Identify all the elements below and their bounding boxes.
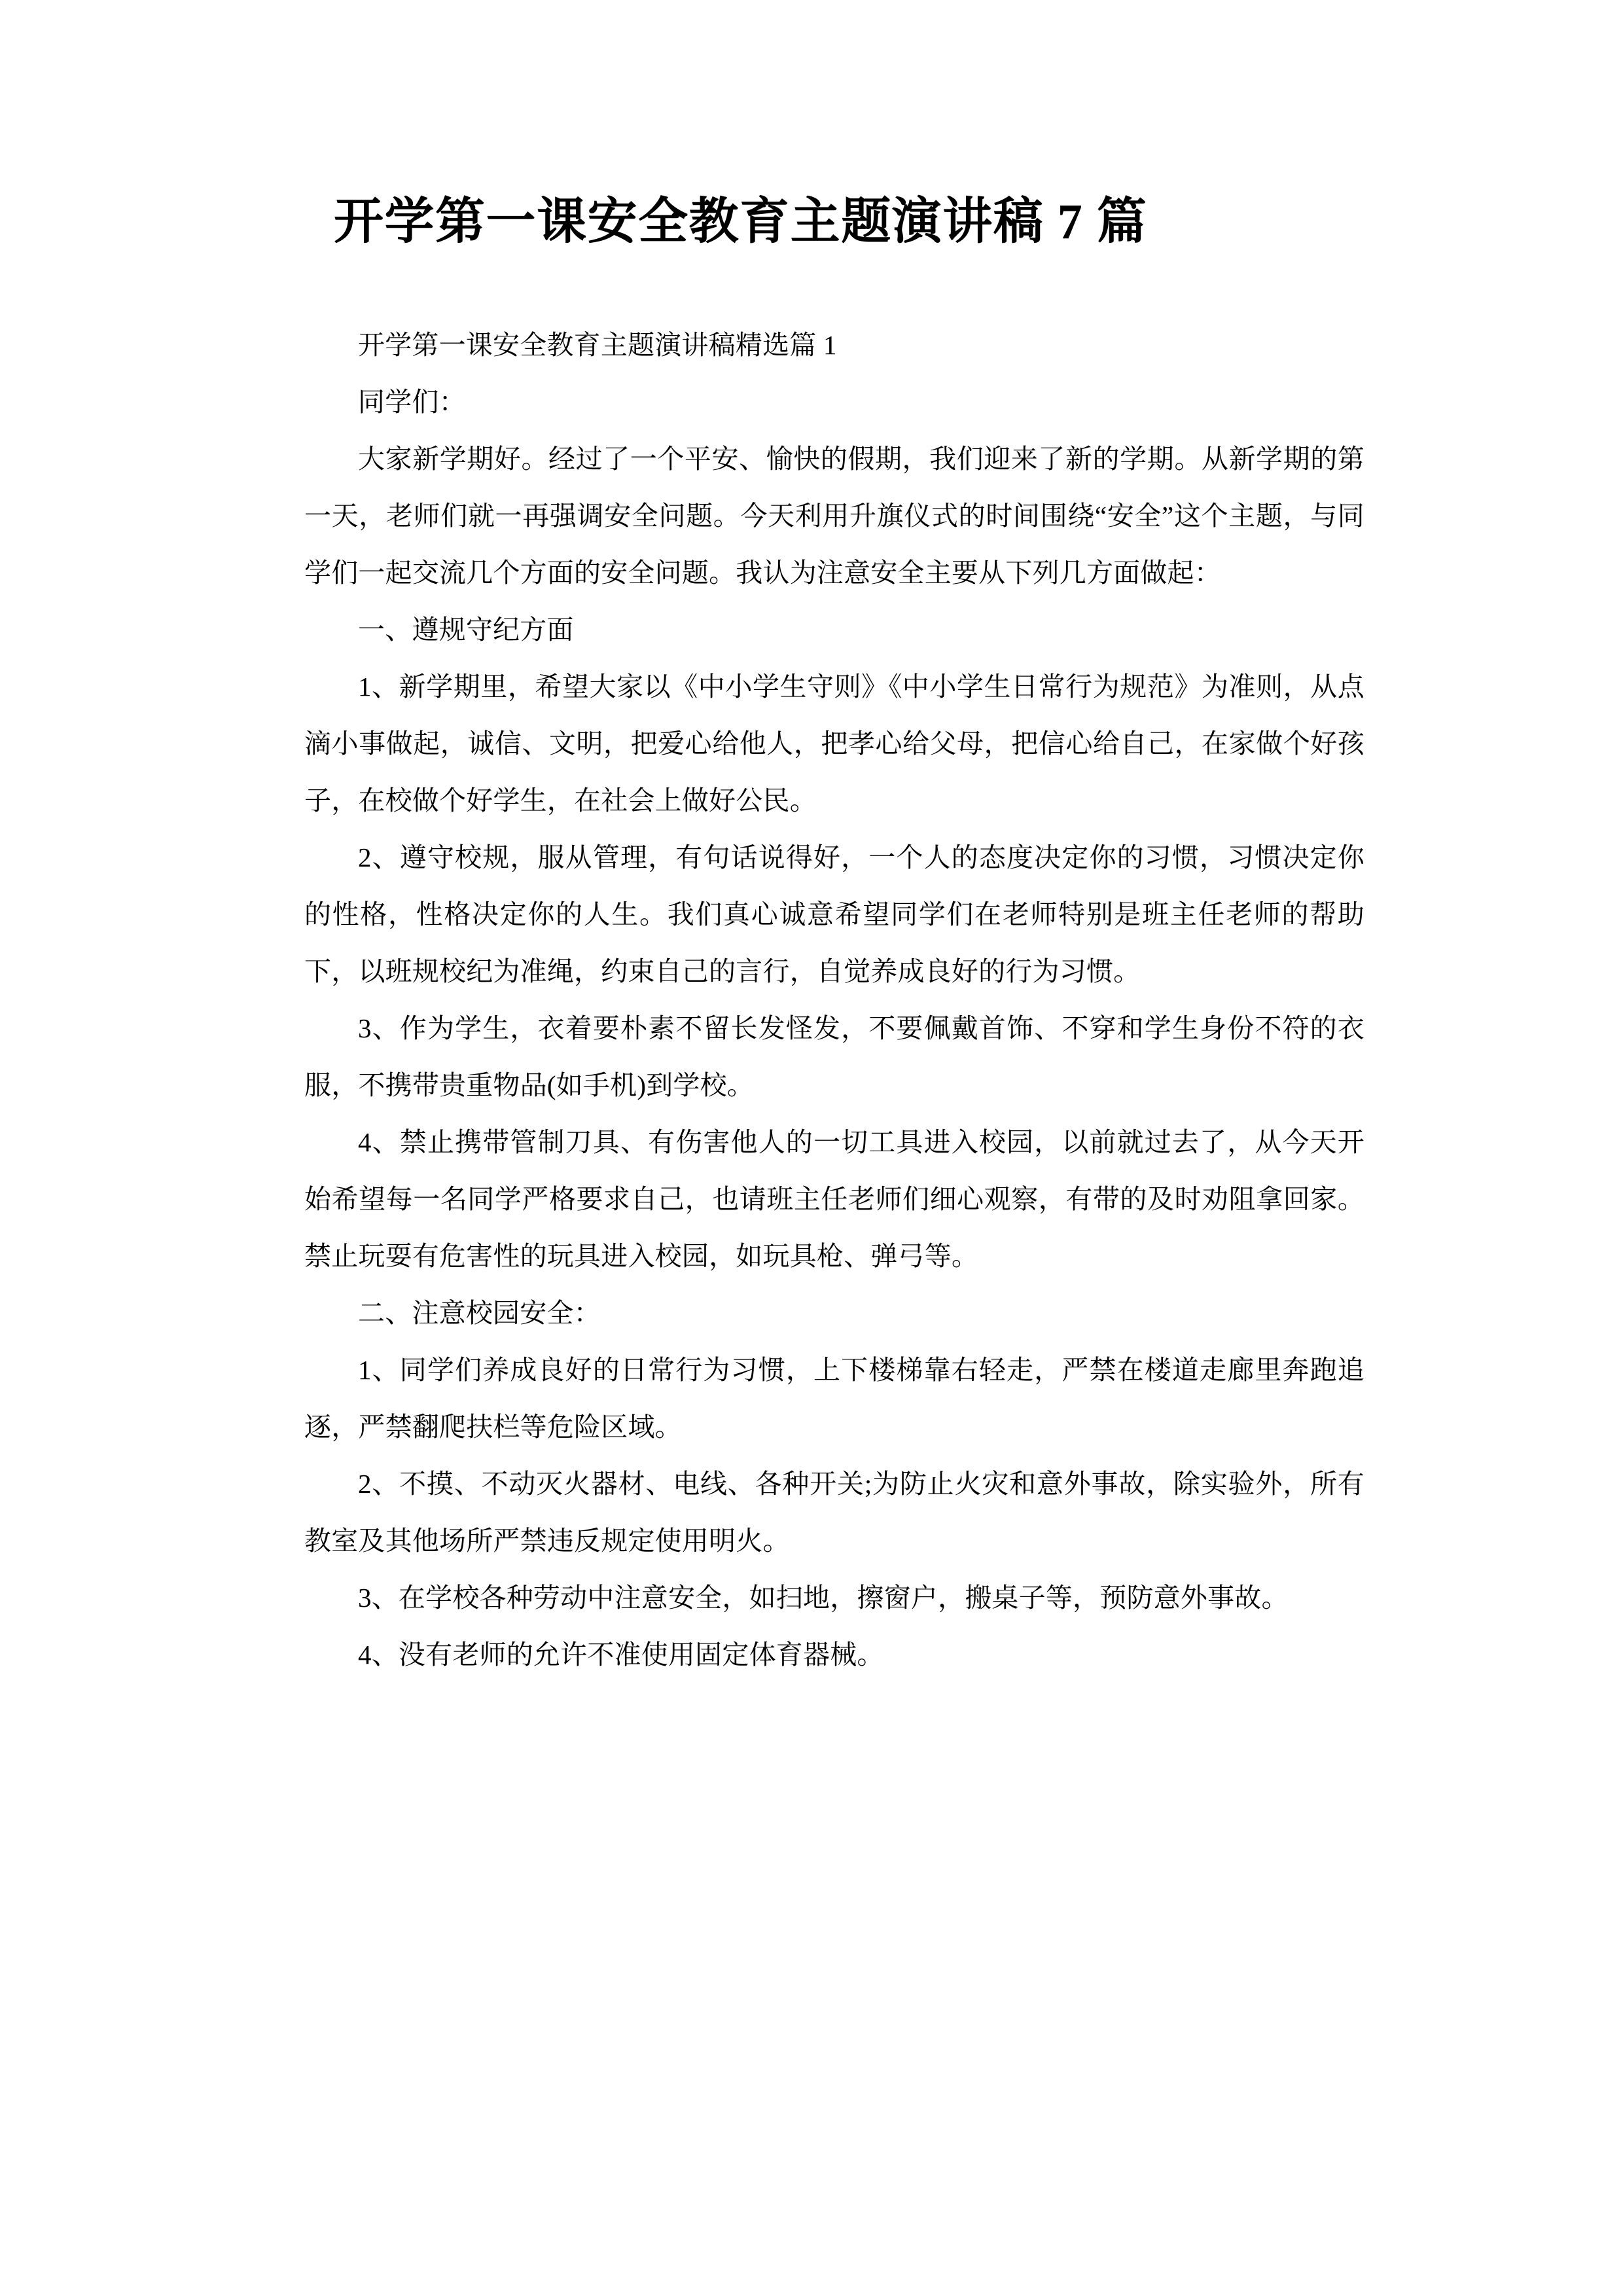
section-two-item-4: 4、没有老师的允许不准使用固定体育器械。 xyxy=(358,1639,884,1670)
section-two-item-3: 3、在学校各种劳动中注意安全，如扫地，擦窗户，搬桌子等，预防意外事故。 xyxy=(358,1582,1289,1613)
paragraph-opening: 大家新学期好。经过了一个平安、愉快的假期，我们迎来了新的学期。从新学期的第一天，老师们就一再强调安全问题。今天利用升旗仪式的时间围绕“安全”这个主题，与同学们一起交流几个方面的安全问题。我认为注意安全主要从下列几方面做起： xyxy=(304,443,1364,588)
section-one-item-3: 3、作为学生，衣着要朴素不留长发怪发，不要佩戴首饰、不穿和学生身份不符的衣服，不携带贵重物品(如手机)到学校。 xyxy=(304,1013,1364,1100)
section-heading-one: 一、遵规守纪方面 xyxy=(358,614,574,645)
paragraph-subtitle: 开学第一课安全教育主题演讲稿精选篇 1 xyxy=(358,329,837,360)
section-heading-two: 二、注意校园安全： xyxy=(358,1297,601,1328)
section-one-item-4: 4、禁止携带管制刀具、有伤害他人的一切工具进入校园，以前就过去了，从今天开始希望每一名同学严格要求自己，也请班主任老师们细心观察，有带的及时劝阻拿回家。禁止玩耍有危害性的玩具进入校园，如玩具枪、弹弓等。 xyxy=(304,1126,1364,1271)
section-two-item-1: 1、同学们养成良好的日常行为习惯，上下楼梯靠右轻走，严禁在楼道走廊里奔跑追逐，严禁翻爬扶栏等危险区域。 xyxy=(304,1354,1364,1442)
section-one-item-2: 2、遵守校规，服从管理，有句话说得好，一个人的态度决定你的习惯，习惯决定你的性格，性格决定你的人生。我们真心诚意希望同学们在老师特别是班主任老师的帮助下，以班规校纪为准绳，约束自己的言行，自觉养成良好的行为习惯。 xyxy=(304,842,1364,986)
page-title: 开学第一课安全教育主题演讲稿 7 篇 xyxy=(334,194,1148,249)
section-one-item-1: 1、新学期里，希望大家以《中小学生守则》《中小学生日常行为规范》为准则，从点滴小事做起，诚信、文明，把爱心给他人，把孝心给父母，把信心给自己，在家做个好孩子，在校做个好学生，在社会上做好公民。 xyxy=(304,671,1364,816)
section-two-item-2: 2、不摸、不动灭火器材、电线、各种开关;为防止火灾和意外事故，除实验外，所有教室及其他场所严禁违反规定使用明火。 xyxy=(304,1468,1364,1556)
document-body xyxy=(304,249,1364,1683)
paragraph-salutation: 同学们： xyxy=(358,386,466,417)
